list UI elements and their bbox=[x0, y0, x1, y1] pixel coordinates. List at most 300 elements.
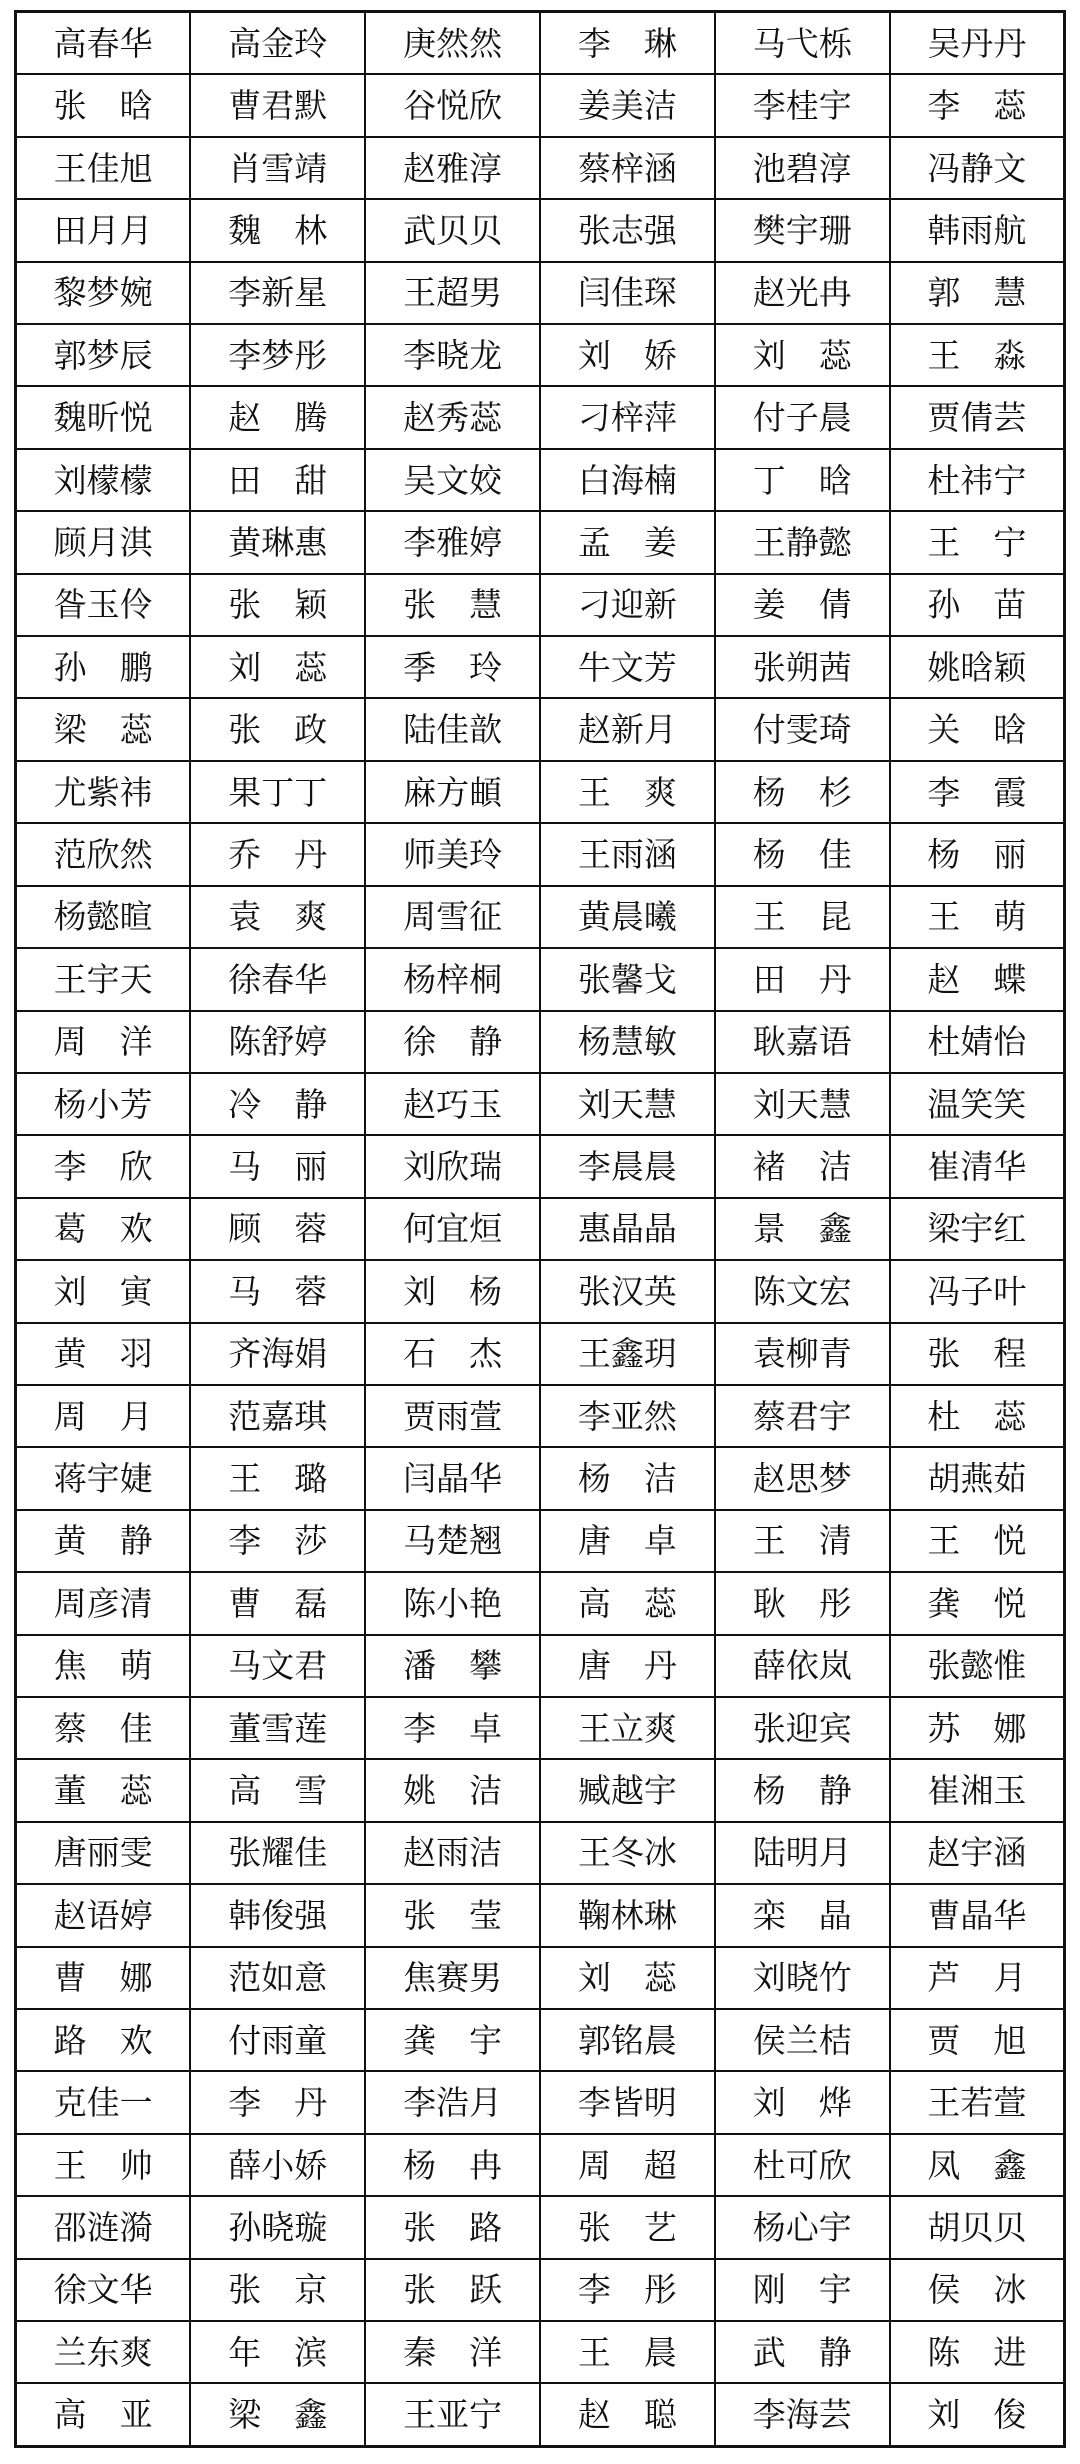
person-name: 樊宇珊 bbox=[752, 210, 852, 250]
table-row bbox=[16, 324, 1065, 386]
person-name: 冷 静 bbox=[228, 1084, 328, 1124]
name-cell bbox=[365, 2383, 540, 2446]
person-name: 周 月 bbox=[53, 1396, 153, 1436]
person-name: 曹晶华 bbox=[927, 1895, 1027, 1935]
person-name: 胡贝贝 bbox=[927, 2207, 1027, 2247]
name-cell bbox=[365, 2071, 540, 2133]
person-name: 袁 爽 bbox=[228, 897, 328, 937]
person-name: 李桂宇 bbox=[752, 86, 852, 126]
person-name: 韩俊强 bbox=[228, 1895, 328, 1935]
table-row bbox=[16, 1323, 1065, 1385]
name-cell bbox=[190, 886, 365, 948]
name-cell bbox=[715, 2321, 890, 2383]
table-row bbox=[16, 511, 1065, 573]
person-name: 赵秀蕊 bbox=[403, 398, 503, 438]
name-cell bbox=[365, 1447, 540, 1509]
person-name: 王冬冰 bbox=[577, 1833, 677, 1873]
person-name: 陈小艳 bbox=[403, 1583, 503, 1623]
person-name: 白海楠 bbox=[577, 460, 677, 500]
name-cell bbox=[190, 823, 365, 885]
table-row bbox=[16, 1635, 1065, 1697]
person-name: 杨懿暄 bbox=[53, 897, 153, 937]
person-name: 刁梓萍 bbox=[577, 398, 677, 438]
name-cell bbox=[365, 1198, 540, 1260]
name-cell bbox=[190, 2134, 365, 2196]
name-cell bbox=[16, 2196, 191, 2258]
person-name: 陈 进 bbox=[927, 2332, 1027, 2372]
person-name: 王若萱 bbox=[927, 2083, 1027, 2123]
name-cell bbox=[890, 636, 1065, 698]
name-cell bbox=[715, 1697, 890, 1759]
person-name: 田 甜 bbox=[228, 460, 328, 500]
person-name: 杜祎宁 bbox=[927, 460, 1027, 500]
person-name: 孙 鹏 bbox=[53, 647, 153, 687]
name-cell bbox=[365, 1947, 540, 2009]
name-cell bbox=[715, 2134, 890, 2196]
name-cell bbox=[365, 886, 540, 948]
name-cell bbox=[365, 1135, 540, 1197]
name-cell bbox=[365, 2259, 540, 2321]
person-name: 蔡君宇 bbox=[752, 1396, 852, 1436]
name-cell bbox=[16, 386, 191, 448]
person-name: 顾 蓉 bbox=[228, 1209, 328, 1249]
person-name: 杨 冉 bbox=[403, 2145, 503, 2185]
name-cell bbox=[540, 886, 715, 948]
name-cell bbox=[890, 574, 1065, 636]
name-cell bbox=[16, 199, 191, 261]
person-name: 赵光冉 bbox=[752, 273, 852, 313]
person-name: 张 政 bbox=[228, 710, 328, 750]
name-cell bbox=[890, 1447, 1065, 1509]
name-cell bbox=[16, 1447, 191, 1509]
person-name: 吴丹丹 bbox=[927, 23, 1027, 63]
person-name: 高 雪 bbox=[228, 1771, 328, 1811]
name-cell bbox=[540, 698, 715, 760]
person-name: 姚晗颖 bbox=[927, 647, 1027, 687]
table-row bbox=[16, 2134, 1065, 2196]
person-name: 张 路 bbox=[403, 2207, 503, 2247]
name-cell bbox=[890, 1697, 1065, 1759]
name-cell bbox=[365, 1759, 540, 1821]
person-name: 吴文姣 bbox=[403, 460, 503, 500]
name-cell bbox=[190, 1884, 365, 1946]
name-cell bbox=[540, 761, 715, 823]
name-cell bbox=[540, 1260, 715, 1322]
name-cell bbox=[365, 1385, 540, 1447]
name-cell bbox=[540, 2071, 715, 2133]
name-cell bbox=[16, 1510, 191, 1572]
name-cell bbox=[190, 1947, 365, 2009]
name-cell bbox=[715, 1011, 890, 1073]
person-name: 刘檬檬 bbox=[53, 460, 153, 500]
person-name: 黎梦婉 bbox=[53, 273, 153, 313]
person-name: 马 丽 bbox=[228, 1147, 328, 1187]
person-name: 秦 洋 bbox=[403, 2332, 503, 2372]
name-cell bbox=[715, 199, 890, 261]
name-cell bbox=[365, 698, 540, 760]
person-name: 凤 鑫 bbox=[927, 2145, 1027, 2185]
name-cell bbox=[890, 2196, 1065, 2258]
table-row bbox=[16, 1822, 1065, 1884]
name-cell bbox=[16, 262, 191, 324]
name-cell bbox=[190, 2196, 365, 2258]
name-cell bbox=[715, 511, 890, 573]
name-cell bbox=[715, 1260, 890, 1322]
name-cell bbox=[190, 1198, 365, 1260]
name-cell bbox=[190, 449, 365, 511]
person-name: 尤紫祎 bbox=[53, 772, 153, 812]
person-name: 刘 娇 bbox=[577, 335, 677, 375]
name-cell bbox=[16, 1822, 191, 1884]
person-name: 贾雨萱 bbox=[403, 1396, 503, 1436]
person-name: 郭铭晨 bbox=[577, 2020, 677, 2060]
name-cell bbox=[365, 1073, 540, 1135]
name-cell bbox=[540, 1011, 715, 1073]
person-name: 刘天慧 bbox=[577, 1084, 677, 1124]
person-name: 侯兰桔 bbox=[752, 2020, 852, 2060]
person-name: 褚 洁 bbox=[752, 1147, 852, 1187]
name-cell bbox=[190, 1011, 365, 1073]
person-name: 付子晨 bbox=[752, 398, 852, 438]
name-cell bbox=[890, 199, 1065, 261]
person-name: 何宜烜 bbox=[403, 1209, 503, 1249]
person-name: 唐 丹 bbox=[577, 1646, 677, 1686]
name-cell bbox=[16, 1323, 191, 1385]
person-name: 冯静文 bbox=[927, 148, 1027, 188]
person-name: 薛依岚 bbox=[752, 1646, 852, 1686]
person-name: 曹 娜 bbox=[53, 1958, 153, 1998]
name-cell bbox=[540, 12, 715, 75]
person-name: 王 帅 bbox=[53, 2145, 153, 2185]
table-row bbox=[16, 1385, 1065, 1447]
person-name: 谷悦欣 bbox=[403, 86, 503, 126]
person-name: 姜 倩 bbox=[752, 585, 852, 625]
person-name: 张 艺 bbox=[577, 2207, 677, 2247]
person-name: 杨梓桐 bbox=[403, 959, 503, 999]
person-name: 陈文宏 bbox=[752, 1271, 852, 1311]
name-cell bbox=[890, 324, 1065, 386]
person-name: 高金玲 bbox=[228, 23, 328, 63]
name-cell bbox=[540, 823, 715, 885]
person-name: 苏 娜 bbox=[927, 1708, 1027, 1748]
name-cell bbox=[540, 137, 715, 199]
person-name: 芦 月 bbox=[927, 1958, 1027, 1998]
person-name: 付雨童 bbox=[228, 2020, 328, 2060]
person-name: 蒋宇婕 bbox=[53, 1459, 153, 1499]
person-name: 韩雨航 bbox=[927, 210, 1027, 250]
person-name: 黄晨曦 bbox=[577, 897, 677, 937]
name-cell bbox=[16, 2321, 191, 2383]
person-name: 张 京 bbox=[228, 2270, 328, 2310]
person-name: 顾月淇 bbox=[53, 522, 153, 562]
name-cell bbox=[190, 2071, 365, 2133]
name-cell bbox=[540, 1884, 715, 1946]
person-name: 师美玲 bbox=[403, 834, 503, 874]
person-name: 关 晗 bbox=[927, 710, 1027, 750]
person-name: 刘 寅 bbox=[53, 1271, 153, 1311]
person-name: 唐 卓 bbox=[577, 1521, 677, 1561]
name-cell bbox=[540, 1323, 715, 1385]
person-name: 葛 欢 bbox=[53, 1209, 153, 1249]
person-name: 耿嘉语 bbox=[752, 1022, 852, 1062]
name-cell bbox=[365, 511, 540, 573]
table-row bbox=[16, 574, 1065, 636]
table-row bbox=[16, 1510, 1065, 1572]
person-name: 高 亚 bbox=[53, 2395, 153, 2435]
person-name: 黄琳惠 bbox=[228, 522, 328, 562]
person-name: 王 悦 bbox=[927, 1521, 1027, 1561]
name-cell bbox=[715, 12, 890, 75]
name-cell bbox=[715, 1073, 890, 1135]
person-name: 杨心宇 bbox=[752, 2207, 852, 2247]
person-name: 周 洋 bbox=[53, 1022, 153, 1062]
person-name: 王 萌 bbox=[927, 897, 1027, 937]
name-cell bbox=[190, 2259, 365, 2321]
person-name: 张馨戈 bbox=[577, 959, 677, 999]
name-cell bbox=[365, 1572, 540, 1634]
person-name: 武贝贝 bbox=[403, 210, 503, 250]
person-name: 黄 静 bbox=[53, 1521, 153, 1561]
name-cell bbox=[890, 1510, 1065, 1572]
person-name: 刁迎新 bbox=[577, 585, 677, 625]
person-name: 张 莹 bbox=[403, 1895, 503, 1935]
person-name: 刘 蕊 bbox=[577, 1958, 677, 1998]
person-name: 田月月 bbox=[53, 210, 153, 250]
table-row bbox=[16, 2383, 1065, 2446]
name-cell bbox=[890, 262, 1065, 324]
name-cell bbox=[365, 2321, 540, 2383]
name-cell bbox=[890, 698, 1065, 760]
table-row bbox=[16, 1135, 1065, 1197]
name-cell bbox=[16, 1011, 191, 1073]
name-cell bbox=[190, 1572, 365, 1634]
name-cell bbox=[365, 386, 540, 448]
table-row bbox=[16, 823, 1065, 885]
name-cell bbox=[190, 199, 365, 261]
person-name: 牛文芳 bbox=[577, 647, 677, 687]
name-cell bbox=[540, 1073, 715, 1135]
person-name: 昝玉伶 bbox=[53, 585, 153, 625]
person-name: 果丁丁 bbox=[228, 772, 328, 812]
person-name: 高 蕊 bbox=[577, 1583, 677, 1623]
person-name: 赵宇涵 bbox=[927, 1833, 1027, 1873]
name-cell bbox=[890, 12, 1065, 75]
person-name: 龚 悦 bbox=[927, 1583, 1027, 1623]
name-cell bbox=[890, 761, 1065, 823]
name-cell bbox=[540, 1510, 715, 1572]
person-name: 龚 宇 bbox=[403, 2020, 503, 2060]
name-cell bbox=[190, 2383, 365, 2446]
name-cell bbox=[890, 1073, 1065, 1135]
name-cell bbox=[890, 2383, 1065, 2446]
name-cell bbox=[890, 449, 1065, 511]
person-name: 张迎宾 bbox=[752, 1708, 852, 1748]
name-cell bbox=[715, 1884, 890, 1946]
person-name: 赵语婷 bbox=[53, 1895, 153, 1935]
person-name: 蔡梓涵 bbox=[577, 148, 677, 188]
person-name: 赵 聪 bbox=[577, 2395, 677, 2435]
person-name: 王超男 bbox=[403, 273, 503, 313]
person-name: 李 蕊 bbox=[927, 86, 1027, 126]
person-name: 徐 静 bbox=[403, 1022, 503, 1062]
table-row bbox=[16, 1884, 1065, 1946]
person-name: 崔湘玉 bbox=[927, 1771, 1027, 1811]
name-cell bbox=[540, 1385, 715, 1447]
name-cell bbox=[715, 574, 890, 636]
name-cell bbox=[890, 1759, 1065, 1821]
table-row bbox=[16, 2259, 1065, 2321]
name-cell bbox=[190, 324, 365, 386]
name-cell bbox=[540, 2259, 715, 2321]
person-name: 王 淼 bbox=[927, 335, 1027, 375]
name-cell bbox=[190, 511, 365, 573]
name-cell bbox=[890, 1135, 1065, 1197]
person-name: 马楚翘 bbox=[403, 1521, 503, 1561]
name-cell bbox=[890, 74, 1065, 136]
name-cell bbox=[715, 636, 890, 698]
person-name: 马弋栎 bbox=[752, 23, 852, 63]
name-cell bbox=[890, 386, 1065, 448]
person-name: 池碧淳 bbox=[752, 148, 852, 188]
name-cell bbox=[365, 948, 540, 1010]
person-name: 庚然然 bbox=[403, 23, 503, 63]
person-name: 周彦清 bbox=[53, 1583, 153, 1623]
person-name: 王立爽 bbox=[577, 1708, 677, 1748]
person-name: 李新星 bbox=[228, 273, 328, 313]
name-cell bbox=[540, 636, 715, 698]
person-name: 贾 旭 bbox=[927, 2020, 1027, 2060]
person-name: 崔清华 bbox=[927, 1147, 1027, 1187]
person-name: 惠晶晶 bbox=[577, 1209, 677, 1249]
person-name: 路 欢 bbox=[53, 2020, 153, 2060]
table-row bbox=[16, 698, 1065, 760]
table-row bbox=[16, 2071, 1065, 2133]
name-cell bbox=[715, 2196, 890, 2258]
person-name: 付雯琦 bbox=[752, 710, 852, 750]
name-cell bbox=[16, 1635, 191, 1697]
name-cell bbox=[890, 137, 1065, 199]
person-name: 年 滨 bbox=[228, 2332, 328, 2372]
name-cell bbox=[540, 1447, 715, 1509]
person-name: 郭 慧 bbox=[927, 273, 1027, 313]
name-cell bbox=[715, 1947, 890, 2009]
name-cell bbox=[890, 1198, 1065, 1260]
person-name: 王 昆 bbox=[752, 897, 852, 937]
person-name: 杨 静 bbox=[752, 1771, 852, 1811]
name-cell bbox=[16, 449, 191, 511]
name-cell bbox=[540, 386, 715, 448]
name-cell bbox=[16, 74, 191, 136]
person-name: 徐文华 bbox=[53, 2270, 153, 2310]
name-cell bbox=[890, 886, 1065, 948]
person-name: 张 程 bbox=[927, 1334, 1027, 1374]
person-name: 冯子叶 bbox=[927, 1271, 1027, 1311]
name-cell bbox=[16, 574, 191, 636]
person-name: 景 鑫 bbox=[752, 1209, 852, 1249]
table-row bbox=[16, 12, 1065, 75]
name-cell bbox=[540, 1822, 715, 1884]
person-name: 丁 晗 bbox=[752, 460, 852, 500]
name-cell bbox=[16, 324, 191, 386]
name-cell bbox=[190, 1073, 365, 1135]
name-cell bbox=[190, 137, 365, 199]
name-cell bbox=[16, 823, 191, 885]
name-cell bbox=[16, 1260, 191, 1322]
name-list-sheet bbox=[14, 10, 1066, 2448]
person-name: 李浩月 bbox=[403, 2083, 503, 2123]
person-name: 赵思梦 bbox=[752, 1459, 852, 1499]
name-cell bbox=[715, 823, 890, 885]
person-name: 乔 丹 bbox=[228, 834, 328, 874]
table-row bbox=[16, 2009, 1065, 2071]
name-cell bbox=[540, 1635, 715, 1697]
table-row bbox=[16, 449, 1065, 511]
name-cell bbox=[16, 12, 191, 75]
name-cell bbox=[16, 1759, 191, 1821]
person-name: 孟 姜 bbox=[577, 522, 677, 562]
name-cell bbox=[365, 12, 540, 75]
person-name: 孙 苗 bbox=[927, 585, 1027, 625]
person-name: 杨 丽 bbox=[927, 834, 1027, 874]
name-cell bbox=[190, 761, 365, 823]
name-cell bbox=[16, 2383, 191, 2446]
person-name: 张 慧 bbox=[403, 585, 503, 625]
person-name: 徐春华 bbox=[228, 959, 328, 999]
person-name: 张 跃 bbox=[403, 2270, 503, 2310]
name-cell bbox=[715, 2383, 890, 2446]
person-name: 杨 佳 bbox=[752, 834, 852, 874]
table-row bbox=[16, 199, 1065, 261]
name-cell bbox=[16, 1947, 191, 2009]
table-row bbox=[16, 1572, 1065, 1634]
person-name: 范嘉琪 bbox=[228, 1396, 328, 1436]
table-row bbox=[16, 262, 1065, 324]
name-cell bbox=[190, 1260, 365, 1322]
name-cell bbox=[540, 948, 715, 1010]
name-cell bbox=[365, 1884, 540, 1946]
person-name: 姜美洁 bbox=[577, 86, 677, 126]
person-name: 侯 冰 bbox=[927, 2270, 1027, 2310]
person-name: 张朔茜 bbox=[752, 647, 852, 687]
person-name: 李梦彤 bbox=[228, 335, 328, 375]
name-cell bbox=[715, 1198, 890, 1260]
person-name: 曹君默 bbox=[228, 86, 328, 126]
name-cell bbox=[365, 262, 540, 324]
name-cell bbox=[715, 1323, 890, 1385]
name-cell bbox=[190, 1635, 365, 1697]
person-name: 陈舒婷 bbox=[228, 1022, 328, 1062]
name-cell bbox=[890, 1884, 1065, 1946]
name-cell bbox=[715, 1385, 890, 1447]
name-cell bbox=[190, 2321, 365, 2383]
name-cell bbox=[890, 823, 1065, 885]
name-cell bbox=[190, 1385, 365, 1447]
person-name: 周 超 bbox=[577, 2145, 677, 2185]
name-cell bbox=[16, 137, 191, 199]
person-name: 石 杰 bbox=[403, 1334, 503, 1374]
person-name: 周雪征 bbox=[403, 897, 503, 937]
name-cell bbox=[540, 449, 715, 511]
name-cell bbox=[365, 761, 540, 823]
table-row bbox=[16, 1260, 1065, 1322]
person-name: 李 丹 bbox=[228, 2083, 328, 2123]
name-cell bbox=[890, 2009, 1065, 2071]
person-name: 李皆明 bbox=[577, 2083, 677, 2123]
person-name: 王 璐 bbox=[228, 1459, 328, 1499]
name-cell bbox=[190, 948, 365, 1010]
name-cell bbox=[715, 1135, 890, 1197]
person-name: 魏 林 bbox=[228, 210, 328, 250]
